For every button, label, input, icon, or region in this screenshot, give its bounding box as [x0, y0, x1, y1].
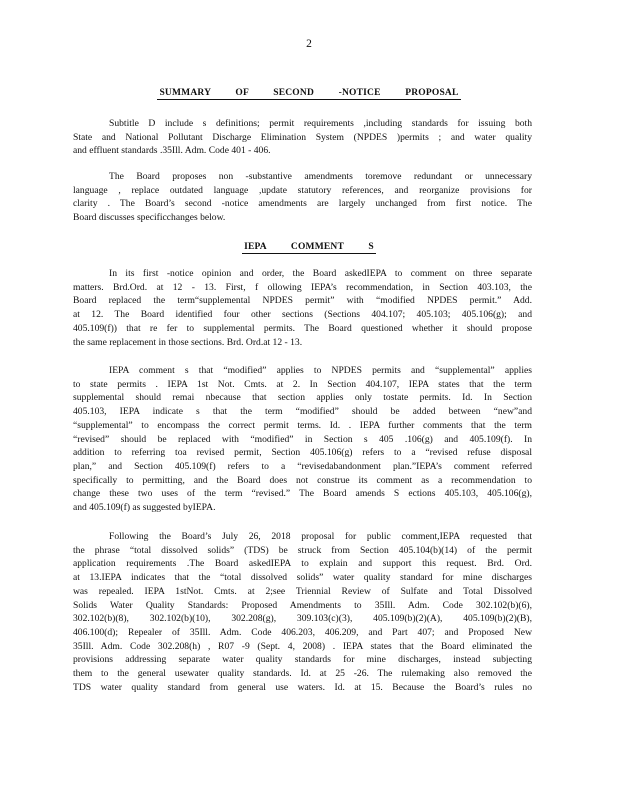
text-line: the phrase “total dissolved solids” (TDS) be struck from Section 405.104(b)(14) of the permit — [73, 544, 532, 556]
text-line: In its first -notice opinion and order, the Board askedIEPA to comment on three separate — [109, 268, 532, 279]
text-line: State and National Pollutant Discharge Elimination System (NPDES )permits ; and water quality — [73, 131, 532, 143]
text-line: Following the Board’s July 26, 2018 proposal for public comment,IEPA requested that — [109, 531, 532, 542]
text-line: matters. Brd.Ord. at 12 - 13. First, f ollowing IEPA’s recommendation, in Section 403.103, the — [73, 281, 532, 293]
text-line: Subtitle D include s definitions; permit requirements ,including standards for issuing both — [109, 118, 532, 129]
text-line: 406.100(d); Repealer of 35Ill. Adm. Code 406.203, 406.209, and Part 407; and Proposed New — [73, 626, 532, 638]
paragraph-tds — [73, 530, 532, 694]
section-heading-summary — [0, 88, 618, 100]
page-number: 2 — [306, 38, 312, 50]
text-line: was repealed. IEPA 1stNot. Cmts. at 2;see Triennial Review of Sulfate and Total Dissolved — [73, 585, 532, 597]
text-line: addition to referring toa revised permit, Section 405.106(g) refers to a “revised refuse disposal — [73, 447, 532, 459]
text-line: them to the general usewater quality standards. Id. at 25 -26. The rulemaking also removed the — [73, 668, 532, 680]
text-line: “revised” should be replaced with “modified” in Section s 405 .106(g) and 405.109(f). In — [73, 433, 532, 445]
text-line: language , replace outdated language ,update statutory references, and reorganize provisions for — [73, 184, 532, 196]
text-line: the same replacement in those sections. Brd. Ord.at 12 - 13. — [73, 336, 303, 348]
text-line: application requirements .The Board askedIEPA to explain and support this request. Brd. Ord. — [73, 558, 532, 570]
text-line: “supplemental” to encompass the correct permit terms. Id. . IEPA further comments that the term — [73, 419, 532, 431]
text-line: provisions addressing separate water quality standards for mine discharges, instead subjecting — [73, 654, 532, 666]
section-heading-summary-text: SUMMARY OF SECOND -NOTICE PROPOSAL — [159, 88, 459, 98]
text-line: 302.102(b)(8), 302.102(b)(10), 302.208(g), 309.103(c)(3), 405.109(b)(2)(A), 405.109(b)(2)(B), — [73, 613, 532, 625]
text-line: and 405.109(f) as suggested byIEPA. — [73, 502, 216, 514]
text-line: to state permits . IEPA 1st Not. Cmts. at 2. In Section 404.107, IEPA states that the term — [73, 378, 532, 390]
section-heading-iepa — [0, 242, 618, 254]
text-line: 35Ill. Adm. Code 302.208(h) , R07 -9 (Sept. 4, 2008) . IEPA states that the Board eliminated the — [73, 640, 532, 652]
text-line: The Board proposes non -substantive amendments toremove redundant or unnecessary — [109, 171, 532, 182]
text-line: 405.109(f)) that re fer to supplemental permits. The Board questioned whether it should propose — [73, 322, 532, 334]
text-line: change these two uses of the term “revised.” The Board amends S ections 405.103, 405.106(g), — [73, 488, 532, 500]
text-line: Solids Water Quality Standards: Proposed Amendments to 35Ill. Adm. Code 302.102(b)(6), — [73, 599, 532, 611]
text-line: 405.103, IEPA indicate s that the term “modified” should be added between “new”and — [73, 406, 532, 418]
text-line: specifically to permitting, and the Board does not construe its comment as a recommendation to — [73, 474, 532, 486]
text-line: clarity . The Board’s second -notice amendments are largely unchanged from first notice. The — [73, 198, 532, 210]
text-line: Board discusses specificchanges below. — [73, 212, 226, 224]
text-line: IEPA comment s that “modified” applies to NPDES permits and “supplemental” applies — [109, 365, 532, 376]
text-line: and effluent standards .35Ill. Adm. Code 401 - 406. — [73, 145, 271, 157]
section-heading-iepa-text: IEPA COMMENT S — [244, 242, 374, 252]
paragraph-subtitle-d — [73, 117, 532, 158]
text-line: at 12. The Board identified four other sections (Sections 404.107; 405.103; 405.106(g); and — [73, 309, 532, 321]
paragraph-board-proposes — [73, 170, 532, 225]
text-line: Board replaced the term“supplemental NPDES permit” with “modified NPDES permit.” Add. — [73, 295, 532, 307]
text-line: plan,” and Section 405.109(f) refers to a “revisedabandonment plan.”IEPA’s comment referred — [73, 460, 532, 472]
text-line: supplemental should remai nbecause that section applies only tostate permits. Id. In Section — [73, 392, 532, 404]
paragraph-iepa-comments — [73, 364, 532, 515]
paragraph-first-notice — [73, 267, 532, 349]
text-line: TDS water quality standard from general use waters. Id. at 15. Because the Board’s rules no — [73, 681, 532, 693]
text-line: at 13.IEPA indicates that the “total dissolved solids” water quality standard for mine discharges — [73, 572, 532, 584]
